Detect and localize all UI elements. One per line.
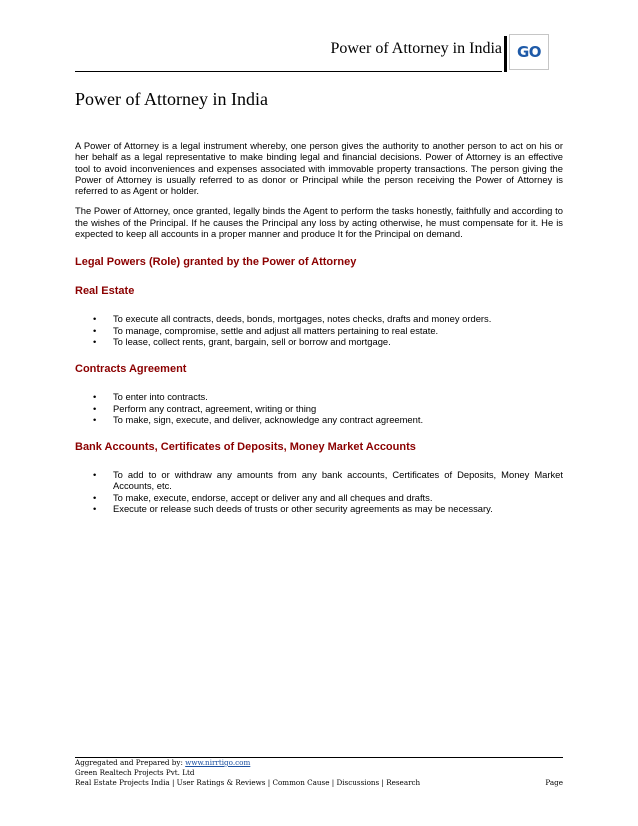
list-item-text: To add to or withdraw any amounts from any bank accounts, Certificates of Deposits, Money Market Accounts, etc. bbox=[113, 469, 563, 492]
list-item bbox=[75, 336, 563, 347]
logo bbox=[509, 34, 549, 70]
list-item-text: To enter into contracts. bbox=[113, 391, 208, 403]
logo-text: GO bbox=[516, 43, 542, 61]
list-item bbox=[75, 503, 563, 514]
list-item-text: To lease, collect rents, grant, bargain, sell or borrow and mortgage. bbox=[113, 335, 391, 347]
section-heading-contracts: Contracts Agreement bbox=[75, 363, 187, 376]
bullet-icon: • bbox=[93, 324, 97, 336]
section-heading-real-estate: Real Estate bbox=[75, 285, 135, 298]
header-rule bbox=[75, 71, 502, 72]
document-body bbox=[75, 140, 563, 514]
list-item bbox=[75, 492, 563, 503]
page-label: Page bbox=[545, 778, 563, 787]
list-item-text: Perform any contract, agreement, writing or thing bbox=[113, 402, 317, 414]
intro-paragraph: A Power of Attorney is a legal instrument whereby, one person gives the authority to another person to act on his or her behalf as a legal representative to make binding legal and financial decisions. Power of Attorney is an effective tool to avoid inconveniences and expenses associated with immovable property transactions. The person giving the Power of Attorney is usually referred to as donor or Principal while the person receiving the Power of Attorney is referred to as Agent or holder. bbox=[75, 140, 563, 197]
bullet-icon: • bbox=[93, 391, 97, 403]
footer-prepared-by bbox=[75, 758, 563, 768]
footer-company: Green Realtech Projects Pvt. Ltd bbox=[75, 768, 195, 777]
list-item-text: Execute or release such deeds of trusts or other security agreements as may be necessary. bbox=[113, 503, 493, 515]
real-estate-list bbox=[75, 313, 563, 347]
bullet-icon: • bbox=[93, 503, 97, 515]
list-item-text: To make, sign, execute, and deliver, acknowledge any contract agreement. bbox=[113, 413, 424, 425]
footer-tagline: Real Estate Projects India | User Ratings & Reviews | Common Cause | Discussions | Research bbox=[75, 778, 421, 787]
list-item-text: To execute all contracts, deeds, bonds, mortgages, notes checks, drafts and money orders. bbox=[113, 313, 492, 325]
list-item bbox=[75, 414, 563, 425]
list-item-text: To manage, compromise, settle and adjust all matters pertaining to real estate. bbox=[113, 324, 439, 336]
header-divider bbox=[504, 36, 507, 72]
bullet-icon: • bbox=[93, 335, 97, 347]
legal-powers-heading: Legal Powers (Role) granted by the Power of Attorney bbox=[75, 256, 357, 269]
contracts-list bbox=[75, 391, 563, 425]
header-title: Power of Attorney in India bbox=[330, 40, 502, 57]
bullet-icon: • bbox=[93, 491, 97, 503]
page-footer bbox=[75, 757, 563, 788]
bullet-icon: • bbox=[93, 469, 97, 481]
bullet-icon: • bbox=[93, 413, 97, 425]
document-title: Power of Attorney in India bbox=[75, 89, 268, 109]
section-heading-bank-accounts: Bank Accounts, Certificates of Deposits, Money Market Accounts bbox=[75, 441, 416, 454]
list-item bbox=[75, 313, 563, 324]
bank-accounts-list bbox=[75, 469, 563, 514]
agent-obligations-paragraph: The Power of Attorney, once granted, legally binds the Agent to perform the tasks honestly, faithfully and according to the wishes of the Principal. If he causes the Principal any loss by acting otherwise, he must compensate for it. He is expected to keep all accounts in a proper manner and produce It for the Principal on demand. bbox=[75, 205, 563, 240]
list-item bbox=[75, 469, 563, 492]
website-link[interactable]: www.nirrtigo.com bbox=[185, 758, 251, 767]
page-header bbox=[75, 30, 549, 72]
list-item-text: To make, execute, endorse, accept or deliver any and all cheques and drafts. bbox=[113, 491, 433, 503]
bullet-icon: • bbox=[93, 313, 97, 325]
list-item bbox=[75, 391, 563, 402]
list-item bbox=[75, 403, 563, 414]
list-item bbox=[75, 325, 563, 336]
prepared-by-label: Aggregated and Prepared by: bbox=[75, 758, 183, 767]
bullet-icon: • bbox=[93, 402, 97, 414]
footer-bottom-row bbox=[75, 778, 563, 788]
